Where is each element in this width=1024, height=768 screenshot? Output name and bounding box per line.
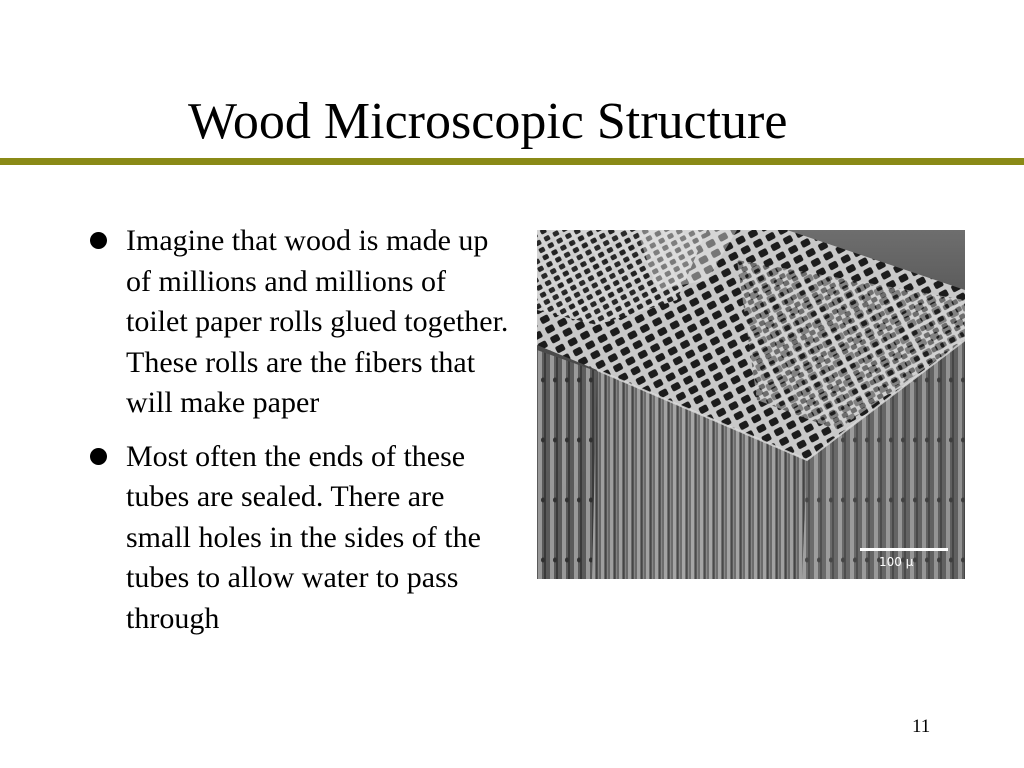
- bullet-item: [88, 437, 513, 640]
- bullet-point-icon: [90, 448, 107, 465]
- bullet-list: [88, 221, 513, 652]
- page-number: 11: [912, 716, 931, 737]
- bullet-point-icon: [90, 232, 107, 249]
- title-divider: [0, 158, 1024, 165]
- scale-bar: [860, 548, 948, 551]
- slide-title: Wood Microscopic Structure: [188, 93, 788, 150]
- bullet-text: Most often the ends of these tubes are sealed. There are small holes in the sides of the tubes to allow water to pass through: [126, 439, 481, 635]
- bullet-item: [88, 221, 513, 424]
- bullet-text: Imagine that wood is made up of millions and millions of toilet paper rolls glued together. These rolls are the fibers that will make paper: [126, 224, 509, 419]
- wood-micrograph-image: [537, 230, 965, 579]
- scale-bar-label: 100 µ: [879, 555, 914, 569]
